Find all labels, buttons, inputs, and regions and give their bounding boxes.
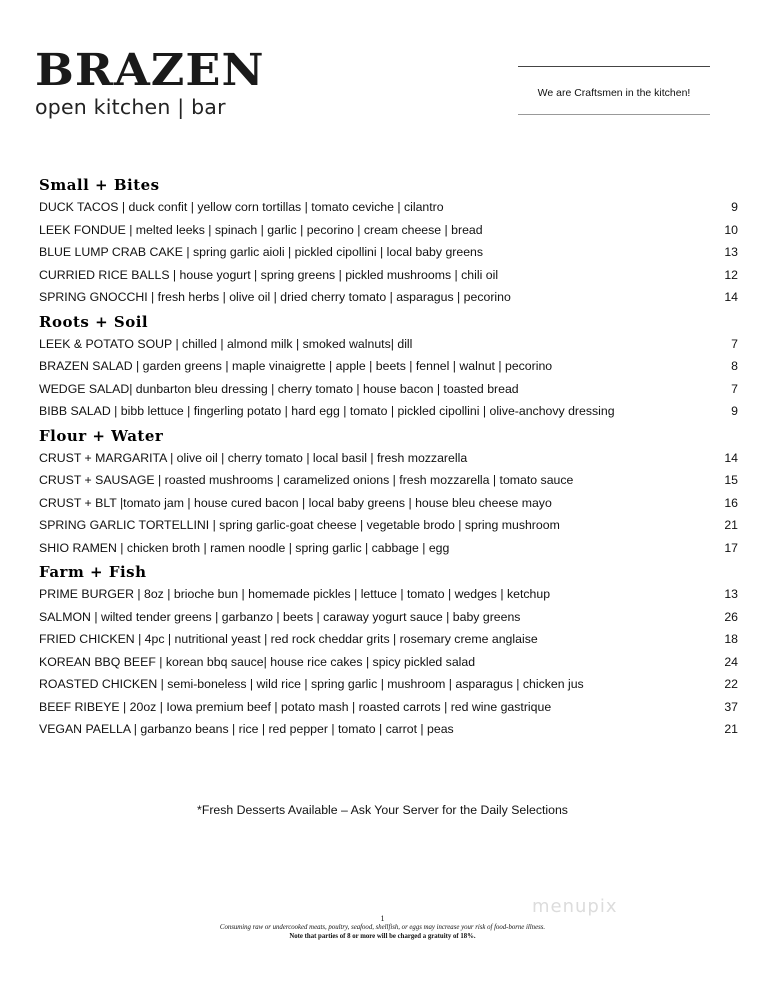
menu-item — [39, 200, 739, 215]
menu-item — [39, 541, 739, 556]
menu-item-price: 21 — [724, 722, 738, 736]
menu-item — [39, 700, 739, 715]
menu-item-description: PRIME BURGER | 8oz | brioche bun | homemade pickles | lettuce | tomato | wedges | ketchup — [39, 587, 551, 601]
menu-item — [39, 268, 739, 283]
menu-item-description: VEGAN PAELLA | garbanzo beans | rice | red pepper | tomato | carrot | peas — [39, 722, 454, 736]
menu-section — [39, 313, 739, 420]
desserts-note: *Fresh Desserts Available – Ask Your Server for the Daily Selections — [197, 803, 568, 817]
menu-item-price: 10 — [724, 222, 738, 237]
menu-item-price: 14 — [724, 290, 738, 304]
menu-item — [39, 451, 739, 466]
watermark: menupix — [532, 896, 618, 917]
menu-item — [39, 382, 739, 397]
menu-item-description: CURRIED RICE BALLS | house yogurt | spring greens | pickled mushrooms | chili oil — [39, 267, 499, 282]
menu-item-price: 9 — [731, 200, 738, 214]
food-safety-notice: Consuming raw or undercooked meats, poultry, seafood, shellfish, or eggs may increase your risk of food-borne illness. — [219, 924, 546, 931]
menu-item-price: 13 — [724, 245, 738, 259]
menu-item — [39, 632, 739, 647]
menu-item — [39, 245, 739, 260]
menu-item-description: SHIO RAMEN | chicken broth | ramen noodle | spring garlic | cabbage | egg — [39, 540, 450, 555]
menu-item-price: 12 — [724, 267, 738, 282]
menu-item — [39, 655, 739, 670]
menu-item-description: BRAZEN SALAD | garden greens | maple vinaigrette | apple | beets | fennel | walnut | pecorino — [39, 359, 553, 373]
menu-item-description: CRUST + BLT |tomato jam | house cured bacon | local baby greens | house bleu cheese mayo — [39, 495, 552, 510]
menu-item-description: SPRING GNOCCHI | fresh herbs | olive oil | dried cherry tomato | asparagus | pecorino — [39, 290, 511, 304]
menu-item-description: CRUST + MARGARITA | olive oil | cherry tomato | local basil | fresh mozzarella — [39, 450, 468, 465]
footer — [0, 914, 765, 941]
menu-item-price: 8 — [731, 359, 738, 373]
menu-item — [39, 223, 739, 238]
menu-item-price: 24 — [724, 654, 738, 669]
tagline-box — [518, 66, 710, 115]
menu-item-description: CRUST + SAUSAGE | roasted mushrooms | caramelized onions | fresh mozzarella | tomato sauce — [39, 473, 574, 487]
section-title: Roots + Soil — [39, 312, 149, 331]
tagline: We are Craftsmen in the kitchen! — [537, 87, 691, 99]
menu-item-description: DUCK TACOS | duck confit | yellow corn tortillas | tomato ceviche | cilantro — [39, 200, 444, 214]
menu-item-price: 7 — [731, 336, 738, 351]
menu-item — [39, 496, 739, 511]
page-number: 1 — [380, 914, 385, 923]
menu-item-price: 13 — [724, 587, 738, 601]
tagline-bottom-rule — [518, 114, 710, 115]
menu-item — [39, 518, 739, 533]
menu-item-price: 15 — [724, 473, 738, 487]
menu-section — [39, 563, 739, 737]
menu-item-price: 18 — [724, 632, 738, 646]
menu-item — [39, 610, 739, 625]
menu-item-description: BEEF RIBEYE | 20oz | Iowa premium beef | potato mash | roasted carrots | red wine gastrique — [39, 699, 552, 714]
brand-logo — [35, 44, 275, 119]
menu-item-price: 22 — [724, 677, 738, 691]
menu-item-description: SALMON | wilted tender greens | garbanzo | beets | caraway yogurt sauce | baby greens — [39, 609, 521, 624]
menu-item-price: 7 — [731, 381, 738, 396]
menu-item — [39, 359, 739, 374]
gratuity-notice: Note that parties of 8 or more will be charged a gratuity of 18%. — [289, 933, 476, 940]
section-title: Farm + Fish — [39, 563, 147, 581]
menu-section — [39, 176, 739, 305]
menu-body — [39, 176, 739, 745]
menu-item-price: 16 — [724, 495, 738, 510]
menu-item-price: 21 — [724, 518, 738, 532]
menu-item-description: BIBB SALAD | bibb lettuce | fingerling potato | hard egg | tomato | pickled cipollini | olive-anchovy dressing — [39, 404, 615, 418]
menu-item-description: KOREAN BBQ BEEF | korean bbq sauce| house rice cakes | spicy pickled salad — [39, 654, 476, 669]
menu-item — [39, 587, 739, 602]
menu-item-description: SPRING GARLIC TORTELLINI | spring garlic-goat cheese | vegetable brodo | spring mushroom — [39, 518, 560, 532]
menu-item-description: WEDGE SALAD| dunbarton bleu dressing | cherry tomato | house bacon | toasted bread — [39, 381, 519, 396]
section-title: Flour + Water — [39, 426, 164, 445]
menu-item-description: ROASTED CHICKEN | semi-boneless | wild rice | spring garlic | mushroom | asparagus | chicken jus — [39, 677, 584, 691]
menu-section — [39, 427, 739, 556]
menu-item-price: 26 — [724, 609, 738, 624]
menu-item — [39, 404, 739, 419]
menu-item-price: 17 — [724, 540, 738, 555]
menu-item-description: LEEK & POTATO SOUP | chilled | almond milk | smoked walnuts| dill — [39, 336, 413, 351]
brand-subtitle: open kitchen | bar — [35, 95, 226, 119]
section-title: Small + Bites — [39, 176, 160, 194]
menu-item — [39, 473, 739, 488]
menu-item — [39, 722, 739, 737]
tagline-top-rule — [518, 66, 710, 67]
menu-item-price: 9 — [731, 404, 738, 418]
menu-item — [39, 290, 739, 305]
menu-item-price: 37 — [724, 699, 738, 714]
menu-item — [39, 337, 739, 352]
menu-item — [39, 677, 739, 692]
menu-item-description: BLUE LUMP CRAB CAKE | spring garlic aioli | pickled cipollini | local baby greens — [39, 245, 484, 259]
menu-item-description: FRIED CHICKEN | 4pc | nutritional yeast | red rock cheddar grits | rosemary creme anglaise — [39, 632, 538, 646]
menu-item-price: 14 — [724, 450, 738, 465]
brand-name: BRAZEN — [35, 44, 265, 96]
menu-item-description: LEEK FONDUE | melted leeks | spinach | garlic | pecorino | cream cheese | bread — [39, 222, 483, 237]
